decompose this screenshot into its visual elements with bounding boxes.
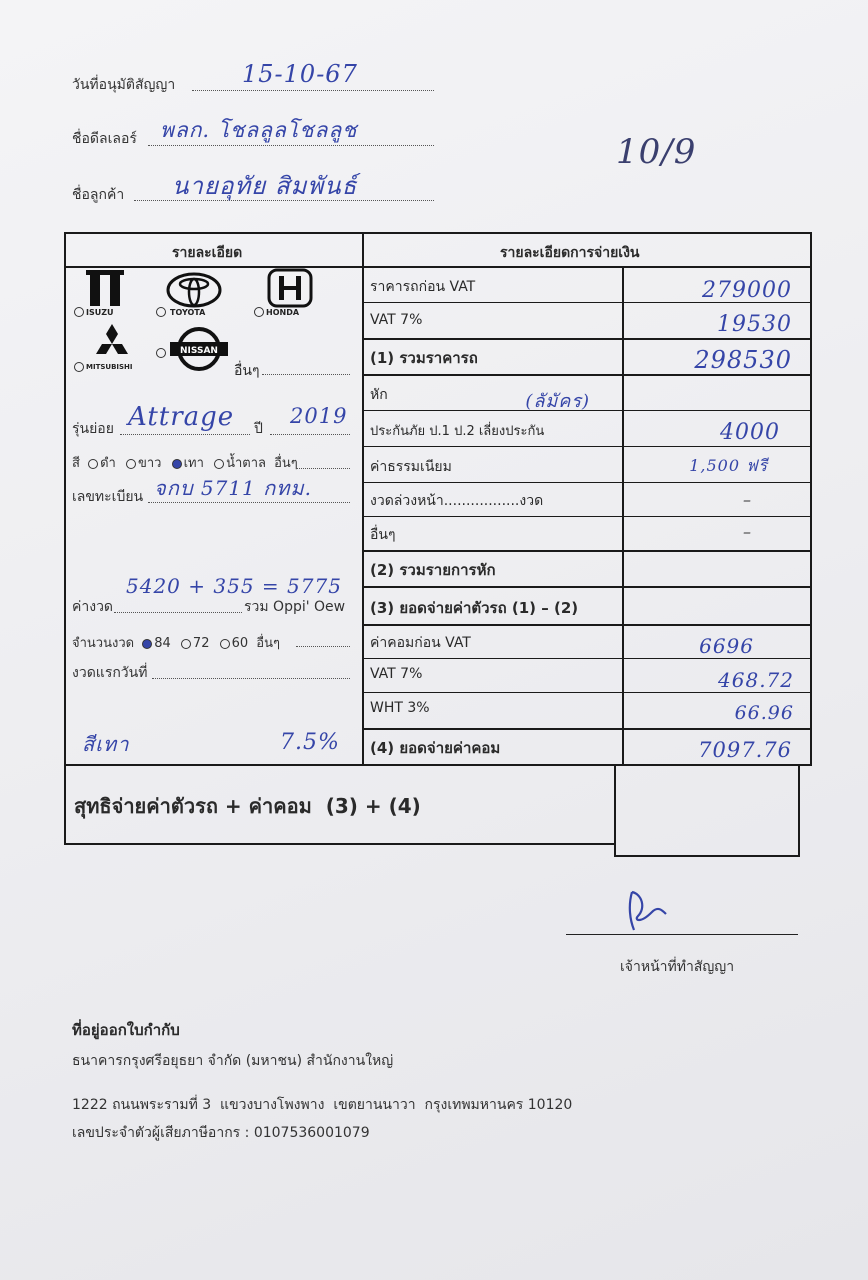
customer-label: ชื่อลูกค้า — [72, 187, 125, 203]
honda-radio[interactable] — [254, 307, 264, 317]
row-sep-2 — [363, 338, 810, 340]
net-row-top — [65, 764, 812, 766]
row-sep-10 — [363, 624, 810, 626]
row-sep-9 — [363, 586, 810, 588]
dealer-value: พลก. โชลลูลโชลลูช — [160, 118, 358, 142]
header-divider — [65, 266, 812, 268]
year-line — [270, 434, 350, 435]
row-label-deduct: หัก — [370, 387, 388, 403]
model-value: Attrage — [128, 402, 235, 432]
installment-label: ค่างวด — [72, 599, 114, 615]
right-column-title: รายละเอียดการจ่ายเงิน — [500, 245, 640, 261]
row-value-commission-vat: 468.72 — [718, 668, 794, 692]
other-brand-line — [262, 374, 350, 375]
terms-label: จำนวนงวด — [72, 636, 135, 651]
color-label: สี — [72, 456, 80, 471]
isuzu-logo-icon — [84, 268, 126, 310]
net-label: สุทธิจ่ายค่าตัวรถ + ค่าคอม (3) + (4) — [74, 794, 421, 818]
other-brand-label: อื่นๆ — [234, 363, 260, 379]
row-value-total-price: 298530 — [694, 346, 792, 374]
signature-line — [566, 934, 798, 935]
row-value-advance: – — [743, 490, 752, 509]
row-label-insurance: ประกันภัย ป.1 ป.2 เลี่ยงประกัน — [370, 424, 545, 439]
row-value-price-before-vat: 279000 — [702, 278, 792, 303]
row-sep-6 — [363, 482, 810, 483]
table-border-left — [64, 232, 66, 844]
table-border-bottom — [64, 843, 616, 845]
signature-scribble-icon — [622, 886, 670, 936]
row-value-insurance: 4000 — [720, 420, 780, 445]
approve-date-label: วันที่อนุมัติสัญญา — [72, 77, 176, 93]
year-label: ปี — [254, 421, 263, 437]
model-line — [120, 434, 250, 435]
row-label-vat: VAT 7% — [370, 312, 423, 328]
svg-text:NISSAN: NISSAN — [180, 346, 218, 356]
nissan-logo-icon — [170, 326, 228, 372]
customer-value: นายอุทัย สิมพันธ์ — [172, 172, 358, 200]
color-row — [72, 452, 298, 473]
toyota-logo-icon — [166, 272, 222, 308]
dealer-label: ชื่อดีลเลอร์ — [72, 131, 137, 147]
table-border-right — [810, 232, 812, 764]
row-sep-5 — [363, 446, 810, 447]
row-sep-7 — [363, 516, 810, 517]
terms-radio-84[interactable] — [142, 639, 152, 649]
net-divider — [614, 764, 616, 856]
color-radio-black[interactable] — [88, 459, 98, 469]
color-radio-white[interactable] — [126, 459, 136, 469]
rate-note-right: 7.5% — [280, 730, 340, 755]
row-label-advance: งวดล่วงหน้า.................งวด — [370, 493, 544, 509]
terms-option-other: อื่นๆ — [256, 636, 280, 651]
honda-logo-icon — [266, 268, 314, 310]
color-option-white: ขาว — [137, 456, 162, 471]
row-label-total-deduct: (2) รวมรายการหัก — [370, 561, 496, 579]
installment-value: 5420 + 355 = 5775 — [126, 574, 342, 598]
year-value: 2019 — [290, 404, 348, 428]
footer-line3: เลขประจำตัวผู้เสียภาษีอากร : 0107536001079 — [72, 1125, 370, 1141]
margin-note: 10/9 — [616, 132, 697, 172]
footer-title: ที่อยู่ออกใบกำกับ — [72, 1021, 180, 1039]
terms-row — [72, 632, 280, 653]
terms-option-84: 84 — [154, 636, 171, 651]
color-option-other: อื่นๆ — [274, 456, 298, 471]
row-sep-13 — [363, 728, 810, 730]
color-option-black: ดำ — [100, 456, 116, 471]
terms-radio-60[interactable] — [220, 639, 230, 649]
honda-label: HONDA — [266, 308, 300, 317]
mitsubishi-radio[interactable] — [74, 362, 84, 372]
row-value-commission: 6696 — [699, 634, 754, 658]
approve-date-value: 15-10-67 — [242, 60, 358, 88]
nissan-radio[interactable] — [156, 348, 166, 358]
column-divider — [362, 232, 364, 766]
row-label-fee: ค่าธรรมเนียม — [370, 459, 452, 475]
row-sep-3 — [363, 374, 810, 376]
row-sep-11 — [363, 658, 810, 659]
rate-note-left: สีเทา — [82, 732, 130, 756]
signature-label: เจ้าหน้าที่ทำสัญญา — [620, 959, 735, 975]
color-radio-gray[interactable] — [172, 459, 182, 469]
terms-other-line — [296, 646, 350, 647]
isuzu-label: ISUZU — [86, 308, 114, 317]
model-label: รุ่นย่อย — [72, 421, 114, 437]
terms-option-60: 60 — [231, 636, 249, 651]
installment-suffix: รวม Oppi' Oew — [244, 599, 346, 615]
installment-line — [114, 612, 242, 613]
color-radio-brown[interactable] — [214, 459, 224, 469]
footer-line2: 1222 ถนนพระรามที่ 3 แขวงบางโพงพาง เขตยานนาวา กรุงเทพมหานคร 10120 — [72, 1097, 573, 1113]
row-label-other: อื่นๆ — [370, 527, 396, 543]
isuzu-radio[interactable] — [74, 307, 84, 317]
color-other-line — [296, 468, 350, 469]
left-column-title: รายละเอียด — [172, 245, 243, 261]
mitsubishi-label: MITSUBISHI — [86, 363, 133, 371]
terms-radio-72[interactable] — [181, 639, 191, 649]
toyota-label: TOYOTA — [170, 308, 206, 317]
row-sep-12 — [363, 692, 810, 693]
row-label-commission: ค่าคอมก่อน VAT — [370, 635, 471, 651]
toyota-radio[interactable] — [156, 307, 166, 317]
row-label-price-before-vat: ราคารถก่อน VAT — [370, 279, 476, 295]
row-label-commission-total: (4) ยอดจ่ายค่าคอม — [370, 739, 501, 757]
row-sep-8 — [363, 550, 810, 552]
table-border-top — [65, 232, 812, 234]
table-border-bottom-right — [614, 855, 800, 857]
plate-value: จกบ 5711 กทม. — [154, 476, 312, 500]
terms-option-72: 72 — [192, 636, 210, 651]
approve-date-line — [192, 90, 434, 91]
mitsubishi-logo-icon — [92, 324, 132, 360]
row-value-fee: 1,500 ฟรี — [689, 456, 768, 475]
color-option-gray: เทา — [183, 456, 204, 471]
footer-line1: ธนาคารกรุงศรีอยุธยา จำกัด (มหาชน) สำนักงานใหญ่ — [72, 1053, 394, 1069]
table-border-right-lower — [798, 764, 800, 857]
first-due-line — [152, 678, 350, 679]
row-value-commission-total: 7097.76 — [698, 738, 792, 762]
row-label-wht: WHT 3% — [370, 700, 430, 716]
row-value-deduct: (ลัมัคร) — [525, 391, 590, 412]
plate-label: เลขทะเบียน — [72, 489, 144, 505]
row-value-other: – — [743, 522, 752, 541]
row-label-car-payment: (3) ยอดจ่ายค่าตัวรถ (1) – (2) — [370, 599, 579, 617]
row-label-commission-vat: VAT 7% — [370, 666, 423, 682]
row-label-total-price: (1) รวมราคารถ — [370, 349, 478, 367]
row-value-wht: 66.96 — [734, 702, 794, 724]
color-option-brown: น้ำตาล — [226, 456, 266, 471]
first-due-label: งวดแรกวันที่ — [72, 665, 148, 681]
row-value-vat: 19530 — [717, 312, 792, 337]
